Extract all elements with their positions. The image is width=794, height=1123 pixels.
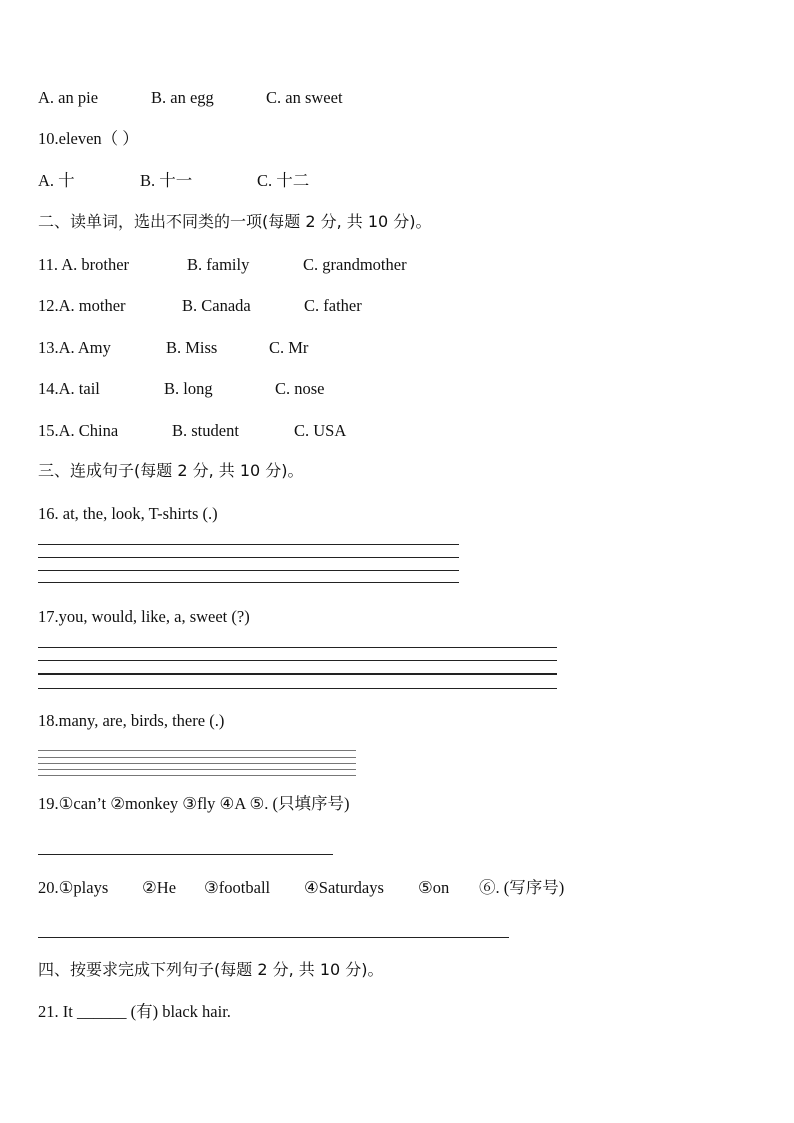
answer-line: [38, 570, 459, 571]
question-19: 19.①can’t ②monkey ③fly ④A ⑤. (只填序号): [38, 794, 350, 813]
answer-line: [38, 647, 557, 648]
question-10-stem: 10.eleven（ ）: [38, 129, 139, 148]
q13-option-b: B. Miss: [166, 338, 218, 357]
q14-option-b: B. long: [164, 379, 213, 398]
answer-line: [38, 557, 459, 558]
answer-line: [38, 757, 356, 758]
q20-option-2: ②He: [142, 878, 177, 897]
answer-line: [38, 937, 509, 938]
q13-option-a: 13.A. Amy: [38, 338, 111, 357]
q20-option-3: ③football: [204, 878, 271, 897]
q12-option-b: B. Canada: [182, 296, 251, 315]
section-2-heading: 二、读单词，选出不同类的一项(每题 2 分, 共 10 分)。: [38, 212, 432, 231]
question-21: 21. It ______ (有) black hair.: [38, 1002, 231, 1021]
q11-option-b: B. family: [187, 255, 250, 274]
q9-option-a: A. an pie: [38, 88, 99, 107]
answer-line: [38, 660, 557, 661]
section-4-heading: 四、按要求完成下列句子(每题 2 分, 共 10 分)。: [38, 960, 384, 979]
q14-option-a: 14.A. tail: [38, 379, 100, 398]
question-17: 17.you, would, like, a, sweet (?): [38, 607, 250, 626]
q11-option-a: 11. A. brother: [38, 255, 130, 274]
q12-option-c: C. father: [304, 296, 362, 315]
answer-line: [38, 673, 557, 675]
q10-option-a: A. 十: [38, 171, 75, 190]
q15-option-a: 15.A. China: [38, 421, 119, 440]
q20-option-6: ⑥. (写序号): [479, 878, 565, 897]
q15-option-b: B. student: [172, 421, 239, 440]
question-16: 16. at, the, look, T-shirts (.): [38, 504, 218, 523]
answer-line: [38, 688, 557, 689]
q11-option-c: C. grandmother: [303, 255, 407, 274]
answer-line: [38, 582, 459, 583]
question-18: 18.many, are, birds, there (.): [38, 711, 225, 730]
q20-option-1: 20.①plays: [38, 878, 109, 897]
answer-line: [38, 769, 356, 770]
section-3-heading: 三、连成句子(每题 2 分, 共 10 分)。: [38, 461, 304, 480]
answer-line: [38, 775, 356, 776]
q20-option-5: ⑤on: [418, 878, 450, 897]
answer-line: [38, 750, 356, 751]
q13-option-c: C. Mr: [269, 338, 309, 357]
q10-option-c: C. 十二: [257, 171, 310, 190]
answer-line: [38, 763, 356, 764]
q9-option-b: B. an egg: [151, 88, 214, 107]
answer-line: [38, 544, 459, 545]
q9-option-c: C. an sweet: [266, 88, 343, 107]
answer-line: [38, 854, 333, 855]
q15-option-c: C. USA: [294, 421, 347, 440]
q10-option-b: B. 十一: [140, 171, 193, 190]
q20-option-4: ④Saturdays: [304, 878, 384, 897]
q12-option-a: 12.A. mother: [38, 296, 126, 315]
q14-option-c: C. nose: [275, 379, 325, 398]
